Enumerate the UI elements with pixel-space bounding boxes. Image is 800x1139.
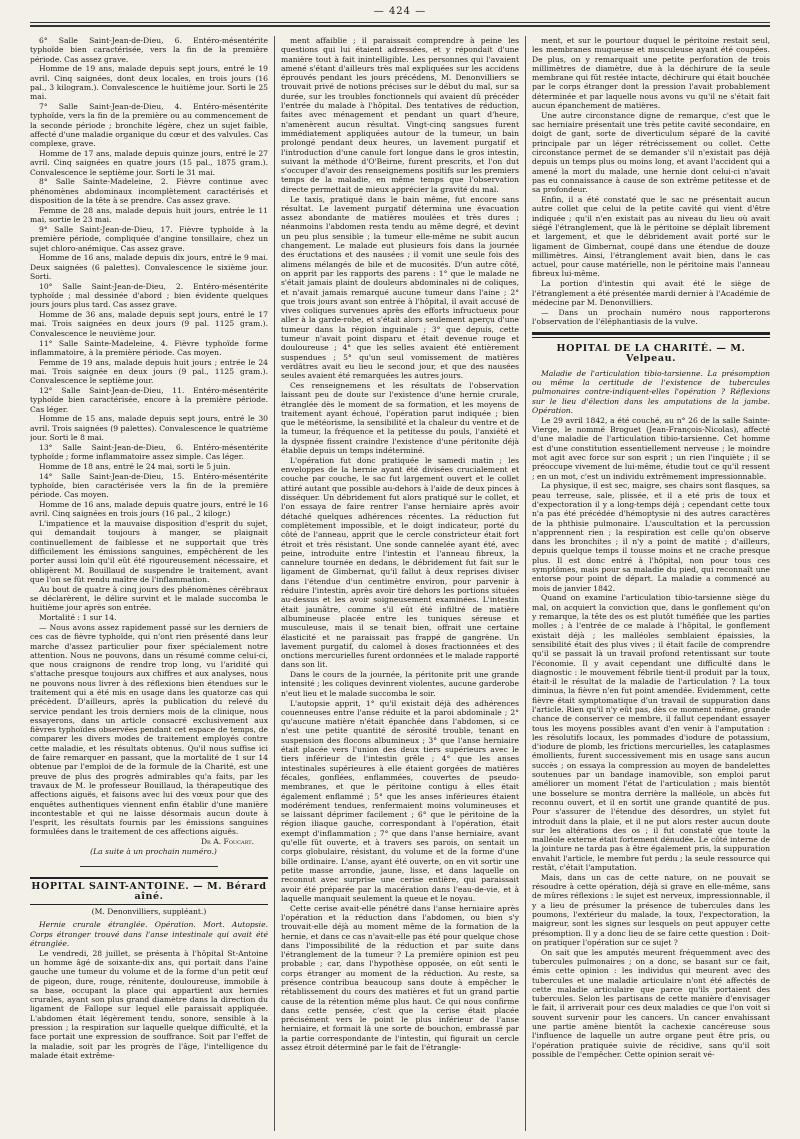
paragraph: 14° Salle Saint-Jean-de-Dieu, 15. Entéro-mésentérite typhoïde, bien caractérisée vers la fin de la première période. Cas moyen. [30,471,268,500]
case-title: Hernie crurale étranglée. Opération. Mort. Autopsie. Corps étranger trouvé dans l'anse intestinale qui avait été étranglée. [30,920,268,948]
paragraph: Ces renseignemens et les résultats de l'observation laissant peu de doute sur l'existence d'une hernie crurale, étranglée dès le moment de sa formation, et les moyens de traitement ayant échoué, l'opération parut indiquée ; bien que le météorisme, la sensibilité et la chaleur du ventre et de la tumeur, la fréquence et la petitesse du pouls, l'anxiété et la dyspnée fissent craindre l'existence d'une péritonite déjà établie depuis un temps indéterminé. [281,380,519,456]
col1-body [30,36,268,837]
header-rule-thick [30,25,770,27]
paragraph: 8° Salle Sainte-Madeleine, 2. Fièvre continue avec phénomènes abdominaux incomplètement caractérisés et disposition de la tête à se prendre. Cas assez grave. [30,177,268,206]
page-number: — 424 — [373,6,427,17]
paragraph: Homme de 15 ans, malade depuis sept jours, entré le 30 avril. Trois saignées (9 palettes). Convalescence le quatrième jour. Sorti le 8 mai. [30,414,268,442]
continuation-note: (La suite à un prochain numéro.) [90,847,217,857]
section-rule-thin [532,337,770,338]
paragraph: L'opération fut donc pratiquée le samedi matin ; les enveloppes de la hernie ayant été divisées crucialement et couche par couche, le sac fut largement ouvert et le collet attiré autant que possible au-dehors à l'aide de deux pinces à disséquer. Un débridement fut alors pratiqué sur le collet, et l'on essaya de faire rentrer l'anse herniaire après avoir détaché quelques adhérences récentes. La réduction fut complètement impossible, et le doigt indicateur, porté du côté de l'anneau, apprit que le cercle constricteur était fort étroit et très résistant. Une sonde cannelée ayant été, avec peine, introduite entre l'intestin et l'anneau fibreux, la cannelure tournée en dedans, le débridement fut fait sur le ligament de Gimbernat, qu'il fallut à deux reprises diviser dans l'étendue d'un centimètre environ, pour parvenir à réduire l'intestin, après avoir tiré dehors les portions situées au-dessus et les avoir soigneusement examinées. L'intestin était jaunâtre, comme s'il eût été infiltré de matière albumineuse placée entre les tuniques séreuse et musculeuse, mais il se tenait bien, offrait une certaine élasticité et ne paraissait pas frappé de gangrène. Un lavement purgatif, du calomel à doses fractionnées et des onctions mercurielles furent ordonnées et le malade rapporté dans son lit. [281,455,519,670]
paragraph: L'autopsie apprit, 1° qu'il existait déjà des adhérences couenneuses entre l'anse réduite et la paroi abdominale ; 2° qu'aucune matière n'était épanchée dans l'abdomen, si ce n'est une petite quantité de sérosité trouble, tenant en suspension des flocons albumineux ; 3° que l'anse herniaire était placée vers l'union des deux tiers supérieurs avec le tiers inférieur de l'intestin grêle ; 4° que les anses intestinales supérieures à elle étaient gorgées de matières fécales, gonflées, enflammées, couvertes de pseudo-membranes, et que le péritoine contigu à elles était également enflammé ; 5° que les anses inférieures étaient modérément tendues, renfermaient moins volumineuses et se laissant déprimer facilement ; 6° que le péritoine de la région iliaque gauche, correspondant à l'opération, était exempt d'inflammation ; 7° que dans l'anse herniaire, avant qu'elle fût ouverte, et à travers ses parois, on sentait un corps globulaire, résistant, du volume et de la forme d'une bille ordinaire. L'anse, ayant été ouverte, on en vit sortir une petite masse arrondie, jaune, lisse, et dans laquelle on reconnut avec surprise une cerise entière, qui paraissait avoir été préparée par la macération dans l'eau-de-vie, et à laquelle manquait seulement la queue et le noyau. [281,698,519,903]
paragraph: Homme de 19 ans, malade depuis sept jours, entré le 19 avril. Cinq saignées, dont deux locales, en trois jours (16 pal., 3 kilogram.). Convalescence le huitième jour. Sorti le 25 mai. [30,64,268,102]
header-rule [30,22,770,23]
paragraph: Homme de 16 ans, malade depuis quatre jours, entré le 16 avril. Cinq saignées en trois jours (16 pal., 2 kilogr.) [30,500,268,519]
paragraph: 11° Salle Sainte-Madeleine, 4. Fièvre typhoïde forme inflammatoire, à la première période. Cas moyen. [30,338,268,357]
paragraph: Au bout de quatre à cinq jours des phénomènes cérébraux se déclarèrent, le délire survint et le malade succomba le huitième jour après son entrée. [30,584,268,613]
paragraph: Femme de 28 ans, malade depuis huit jours, entrée le 11 mai, sortie le 23 mai. [30,205,268,225]
paragraph: Mais, dans un cas de cette nature, on ne pouvait se résoudre à cette opération, déjà si grave en elle-même, sans de mûres réflexions : le sujet est nerveux, impressionnable, il y a lieu de présumer la présence de tubercules dans les poumons, l'extérieur du malade, la toux, l'expectoration, la maigreur, sont les signes sur lesquels on peut appuyer cette présomption. Il y a donc lieu de se faire cette question : Doit-on pratiquer l'opération sur ce sujet ? [532,872,770,947]
hospital-heading-saint-antoine: HOPITAL SAINT-ANTOINE. — M. Bérard aîné. [30,877,268,905]
paragraph: Mortalité : 1 sur 14. [39,613,117,623]
hospital-heading-charite: HOPITAL DE LA CHARITÉ. — M. Velpeau. [556,343,746,364]
paragraph: 6° Salle Saint-Jean-de-Dieu, 6. Entéro-mésentérite typhoïde bien caractérisée, vers la fin de la première période. Cas assez grave. [30,36,268,64]
paragraph: Dans le cours de la journée, la péritonite prit une grande intensité ; les coliques devinrent violentes, aucune garderobe n'eut lieu et le malade succomba le soir. [281,670,519,698]
paragraph: Homme de 36 ans, malade depuis sept jours, entré le 17 mai. Trois saignées en deux jours (9 pal. 1125 gram.). Convalescence le neuvième jour. [30,310,268,338]
col1-case-body [30,949,268,1061]
paragraph: 7° Salle Saint-Jean-de-Dieu, 4. Entéro-mésentérite typhoïde, vers la fin de la première ou au commencement de la seconde période ; bronchite légère, chez un sujet faible, affecté d'une maladie organique du cœur et des valvules. Cas complexe, grave. [30,102,268,149]
hospital-subheading: (M. Denonvilliers, suppléant.) [91,906,207,916]
paragraph: ment affaiblie ; il paraissait comprendre à peine les questions qui lui étaient adressées, et y répondait d'une manière tout à fait inintelligible. Les personnes qui l'avaient amené s'étant d'ailleurs très mal expliquées sur les accidens éprouvés pendant les jours précédens, M. Denonvilliers se trouvait privé de notions précises sur le début du mal, sur sa durée, sur les troubles fonctionnels qui avaient dû précéder l'entrée du malade à l'hôpital. Des tentatives de réduction, faites avec ménagement et pendant un quart d'heure, n'amenèrent aucun résultat. Vingt-cinq sangsues furent immédiatement appliquées autour de la tumeur, un bain prolongé pendant deux heures, un lavement purgatif et l'introduction d'une canule fort longue dans le gros intestin, suivant la méthode d'O'Beirne, furent prescrits, et l'on dut s'occuper d'avoir des renseignemens positifs sur les premiers temps de la maladie, en même temps que l'observation directe permettait de mieux apprécier la gravité du mal. [281,36,519,194]
paragraph: On sait que les amputés meurent fréquemment avec des tubercules pulmonaires ; on a donc, se basant sur ce fait, émis cette opinion : les individus qui meurent avec des tubercules et une maladie articulaire n'ont été affectés de cette maladie articulaire que parce qu'ils portaient des tubercules. Selon les partisans de cette manière d'envisager le fait, il arriverait pour ces deux maladies ce que l'on voit si souvent survenir pour les cancers. Un cancer envahissant une partie amène bientôt la cachexie cancéreuse sous l'influence de laquelle un autre organe peut être pris, ou l'opération pratiquée suivie de récidive, sans qu'il soit possible de l'empêcher. Cette opinion serait vé- [532,947,770,1059]
paragraph: Le 29 avril 1842, a été couché, au n° 26 de la salle Sainte-Vierge, le nommé Broguet (Jean-François-Nicolas), affecté d'une maladie de l'articulation tibio-tarsienne. Cet homme est d'une constitution essentiellement nerveuse ; le moindre mot agit avec force sur son esprit ; un rien l'inquiète ; il se préoccupe vivement de lui-même, étudie tout ce qu'il ressent ; en un mot, c'est un individu extrêmement impressionnable. [532,415,770,481]
column-divider [274,36,275,1131]
paragraph: Homme de 16 ans, malade depuis dix jours, entré le 9 mai. Deux saignées (6 palettes). Convalescence le sixième jour. Sorti. [30,253,268,281]
case-title: Maladie de l'articulation tibio-tarsienne. La présomption ou même la certitude de l'existence de tubercules pulmonaires contre-indiquent-elles l'opération ? Réflexions sur le lieu d'élection dans les amputations de la jambe. Opération. [532,368,770,415]
paragraph: Le vendredi, 28 juillet, se présenta à l'hôpital St-Antoine un homme âgé de soixante-dix ans, qui portait dans l'aine gauche une tumeur du volume et de la forme d'un petit œuf de pigeon, dure, rouge, rénitente, douloureuse, immobile à sa base, occupant la place qui appartient aux hernies crurales, ayant son plus grand diamètre dans la direction du ligament de Fallope sur lequel elle paraissait appliquée. L'abdomen était légèrement tendu, sonore, sensible à la pression ; la respiration sur laquelle quelque difficulté, et la face portait une expression de souffrance. Soit par l'effet de la maladie, soit par les progrès de l'âge, l'intelligence du malade était extrême- [30,948,268,1060]
paragraph: L'impatience et la mauvaise disposition d'esprit du sujet, qui demandait toujours à manger, se plaignait continuellement de faiblesse et ne supportait que très difficilement les émissions sanguines, empêchèrent de les porter aussi loin qu'il eût été rigoureusement nécessaire, et obligèrent M. Bouillaud de suspendre le traitement, avant que l'on se fût rendu maître de l'inflammation. [30,519,268,584]
paragraph: Cette cerise avait-elle pénétré dans l'anse herniaire après l'opération et la réduction dans l'abdomen, ou bien s'y trouvait-elle déjà au moment même de la formation de la hernie, et dans ce cas n'avait-elle pas été pour quelque chose dans l'impossibilité de la réduction et par suite dans l'étranglement de la tumeur ? La première opinion est peu probable ; car, dans l'hypothèse opposée, on eût senti le corps étranger au moment de la réduction. Au reste, sa présence contribua beaucoup sans doute à empêcher le rétablissement du cours des matières et fut un grand partie cause de la rétention même plus haut. Ce qui nous confirme dans cette pensée, c'est que la cerise était placée précisément vers le point le plus inférieur de l'anse herniaire, et formait là une sorte de bouchon, embrassé par la partie correspondante de l'intestin, qui figurait un cercle assez étroit déterminé par le fait de l'étrangle- [281,903,519,1053]
paragraph: 9° Salle Saint-Jean-de-Dieu, 17. Fièvre typhoïde à la première période, compliquée d'angine tonsillaire, chez un sujet chloro-anémique. Cas assez grave. [30,224,268,253]
col3-case-body [532,416,770,1059]
paragraph: Une autre circonstance digne de remarque, c'est que le sac herniaire présentait une très petite cavité secondaire, en doigt de gant, sorte de diverticulum séparé de la cavité principale par un léger rétrécissement ou collet. Cette circonstance permet de se demander s'il n'existait pas déjà depuis un temps plus ou moins long, et avant l'accident qui a amené la mort du malade, une hernie dont celui-ci n'avait pas eu connaissance à cause de son extrême petitesse et de sa profondeur. [532,110,770,195]
paragraph: Homme de 17 ans, malade depuis quinze jours, entré le 27 avril. Cinq saignées en quatre jours (15 pal., 1875 gram.). Convalescence le septième jour. Sorti le 31 mai. [30,149,268,177]
section-rule-thick [532,332,770,335]
paragraph: 12° Salle Saint-Jean-de-Dieu, 11. Entéro-mésentérite typhoïde bien caractérisée, encore à la première période. Cas léger. [30,385,268,414]
paragraph: La physique, il est sec, maigre, ses chairs sont flasques, sa peau terreuse, sale, plissée, et il a eté pris de toux et d'expectoration il y a long-temps déjà ; cependant cette toux n'a pas été précédée d'hémoptysie ni des autres caractères de la phthisie pulmonaire. L'auscultation et la percussion n'apprennent rien ; la respiration est celle qu'on observe dans les bronchites ; il n'y a point de matité ; d'ailleurs, depuis quelque temps il tousse moins et ne crache presque plus. Il est donc entré à l'hôpital, non pour tous ces symptômes, mais pour sa maladie du pied, qui reconnaît une entorse pour point de départ. La maladie a commencé au mois de janvier 1842. [532,481,770,593]
column-1 [30,36,268,1131]
paragraph: — Dans un prochain numéro nous rapporterons l'observation de l'éléphantiasis de la vulve. [532,307,770,326]
col2-body [281,36,519,1052]
paragraph: 10° Salle Saint-Jean-de-Dieu, 2. Entéro-mésentérite typhoïde ; mal dessinée d'abord ; bien évidente quelques jours jours plus tard. Cas assez grave. [30,281,268,310]
paragraph: 13° Salle Saint-Jean-de-Dieu, 6. Entéro-mésentérite typhoïde ; forme inflammatoire assez simple. Cas léger. [30,442,268,462]
column-3 [532,36,770,1131]
column-2 [281,36,519,1131]
col3-body [532,36,770,326]
paragraph: — Nous avons assez rapidement passé sur les derniers de ces cas de fièvre typhoïde, qui n'ont rien présenté dans leur marche d'assez particulier pour fixer spécialement notre attention. Nous ne pouvons, dans un résumé comme celui-ci, que nous craignons de rendre trop long, vu l'aridité qui s'attache presque toujours aux chiffres et aux analyses, nous ne pouvons nous livrer à des réflexions bien étendues sur le traitement qui a été mis en usage dans les quatorze cas qui précèdent. D'ailleurs, après la publication du relevé du service pendant les trois derniers mois de la clinique, nous essayerons, dans un article consacré exclusivement aux fièvres typhoïdes observées pendant cet espace de temps, de comparer les divers modes de traitement employés contre cette maladie, et les résultats obtenus. Qu'il nous suffise ici de faire remarquer en passant, que la mortalité de 1 sur 14 obtenue par l'emploi de de la formule de la Charité, est une preuve de plus des progrès admirables qu'a faits, par les travaux de M. le professeur Bouillaud, la thérapeutique des affections aiguës, et faisons avec lui des vœux pour que des enquêtes authentiques viennent enfin établir d'une manière incontestable et qui ne laisse désormais aucun doute à l'esprit, les résultats fournis par les émissions sanguines formulées dans le traitement de ces affections aiguës. [30,622,268,837]
paragraph: ment, et sur le pourtour duquel le péritoine restait seul, les membranes muqueuse et musculeuse ayant été coupées. De plus, on y remarquait une petite perforation de trois millimètres de diamètre, due à la déchirure de la seule membrane qui fût restée intacte, déchirure qui était bouchée par le corps étranger dont la pression l'avait probablement déterminée et par laquelle nous avons vu qu'il ne s'était fait aucun épanchement de matières. [532,36,770,111]
paragraph: Homme de 18 ans, entré le 24 mai, sorti le 5 juin. [39,461,231,471]
column-divider [525,36,526,1131]
paragraph: La portion d'intestin qui avait été le siège de l'étranglement a été présentée mardi dernier à l'Académie de médecine par M. Denonvilliers. [532,279,770,307]
paragraph: Le taxis, pratiqué dans le bain même, fut encore sans résultat. Le lavement purgatif détermina une évacuation assez abondante de matières moulées et très dures ; néanmoins l'abdomen resta tendu au même degré, et devint un peu plus sensible ; la tumeur elle-même ne subit aucun changement. Le malade eut plusieurs fois dans la journée des éructations et des nausées ; il vomit une seule fois des alimens mélangés de bile et de mucosités. D'un autre côté, on apprit par les rapports des parens : 1° que le malade ne s'était jamais plaint de douleurs abdominales ni de coliques, et n'avait jamais remarqué aucune tumeur dans l'aine ; 2° que trois jours avant son entrée à l'hôpital, il avait accusé de vives coliques survenues après des efforts infructueux pour aller à la garde-robe, et s'était alors seulement aperçu d'une tumeur dans la région inguinale ; 3° que depuis, cette tumeur n'avait point disparu et était devenue rouge et douloureuse ; 4° que les selles avaient été entièrement suspendues ; 5° qu'un seul vomissement de matières verdâtres avait eu lieu le second jour, et que des nausées seules avaient été remarquées les autres jours. [281,194,519,381]
paragraph: Quand on examine l'articulation tibio-tarsienne siège du mal, on acquiert la conviction que, dans le gonflement qu'on y remarque, la tête des os est plutôt tuméfiée que les parties molles ; à l'entrée de ce malade à l'hôpital, le gonflement existait déjà ; les malléoles semblaient épaissies, la sensibilité était des plus vives ; il était facile de comprendre qu'il se passait là un travail profond retentissant sur toute l'économie. Il y avait cependant une difficulté dans le diagnostic : le mouvement fébrile tient-il produit par la toux, était-il le résultat de la maladie de l'articulation ? La toux diminua, la fièvre n'en fut point amendée. Evidemment, cette fièvre était symptomatique d'un travail de suppuration dans l'article. Rien qu'il n'y eût pas, dès ce moment même, grande chance de conserver ce membre, il fallut cependant essayer tous les moyens possibles avant d'en venir à l'amputation : les résolutifs locaux, les pommades d'iodure de potassium, d'iodure de plomb, les frictions mercurielles, les cataplasmes émollients, furent successivement mis en usage sans aucun succès ; on essaya la compression au moyen de bandelettes soutenues par un bandage inamovible, son emploi parut améliorer un moment l'état de l'articulation ; mais bientôt une bosselure se montra derrière la malléole, un abcès fut reconnu ouvert, et il en sortit une grande quantité de pus. Pour s'assurer de l'étendue des désordres, un stylet fut introduit dans la plaie, et il ne put alors rester aucun doute sur les altérations des os ; il fut constaté que toute la malléole externe était fortement dénudée. Le côté interne de la jointure ne tarda pas à être également pris, la suppuration envahit l'article, le membre fut perdu ; la seule ressource qui restât, c'était l'amputation. [532,593,770,873]
section-divider [80,866,218,867]
paragraph: Femme de 19 ans, malade depuis huit jours ; entrée le 24 mai. Trois saignée en deux jours (9 pal., 1125 gram.). Convalescence le septième jour. [30,357,268,386]
paragraph: Enfin, il a été constaté que le sac ne présentait aucun autre collet que celui de la petite cavité qui vient d'être indiquée ; qu'il n'en existait pas au niveau du lieu où avait siégé l'étranglement, que là le péritoine se déplaît librement et largement, et que le débridement avait porté sur le ligament de Gimbernat, coupé dans une étendue de douze millimètres. Ainsi, l'étranglement avait bien, dans le cas actuel, pour cause matérielle, non le péritoine mais l'anneau fibreux lui-même. [532,195,770,279]
author-signature: Dr A. Foucart. [200,837,254,847]
